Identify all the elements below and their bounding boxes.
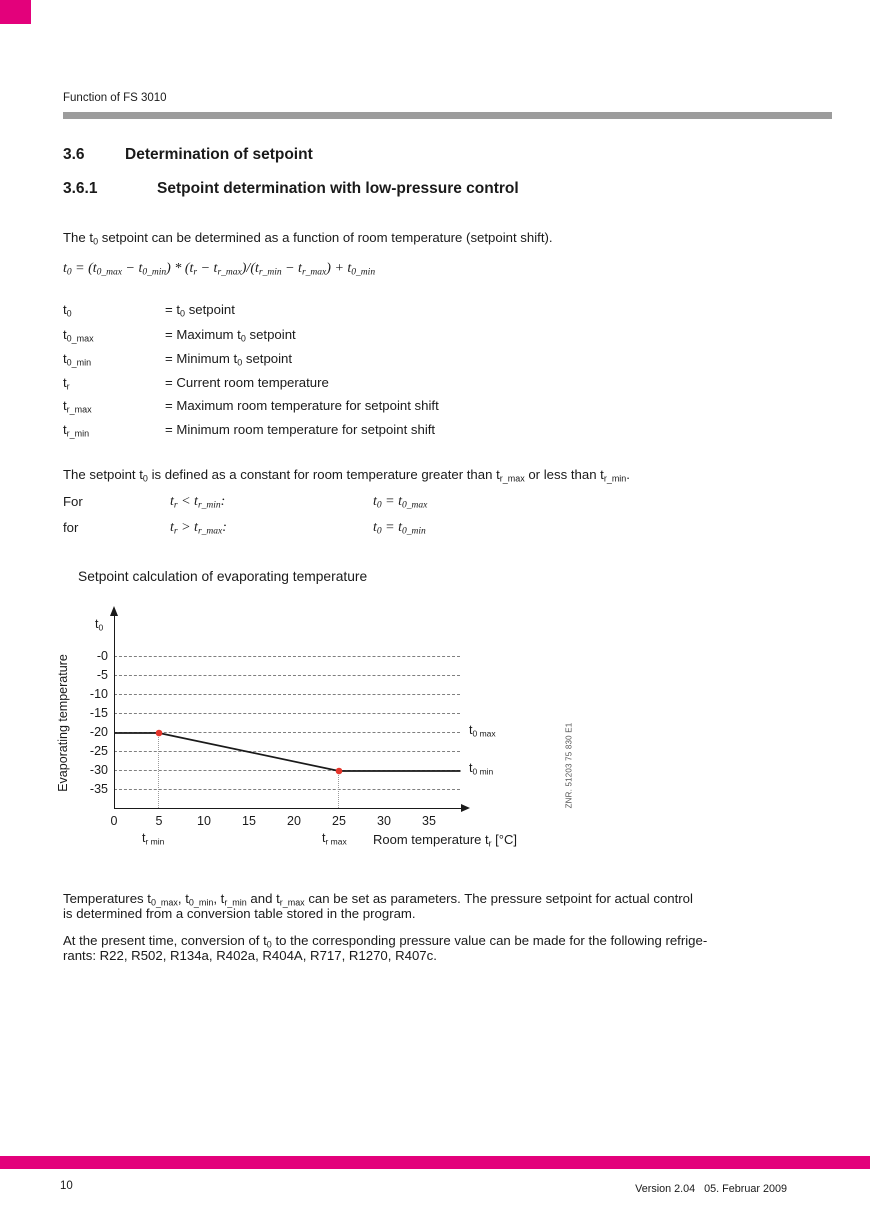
subscript: 0 (66, 308, 72, 319)
text-run: setpoint (245, 327, 296, 342)
breakpoint-marker (336, 768, 343, 775)
y-axis-variable-label (95, 617, 103, 631)
y-tick-label: -10 (89, 687, 108, 701)
parameters-paragraph-line (63, 891, 693, 906)
variable-term (63, 327, 94, 342)
x-tick-label: 0 (110, 814, 118, 828)
text-run: , t (213, 891, 225, 906)
t0-max-annotation (469, 723, 496, 737)
text-run: t (63, 422, 67, 437)
section-number: 3.6 (63, 146, 85, 163)
tr-max-annotation (322, 831, 347, 845)
y-tick-label: -5 (96, 668, 108, 682)
x-tick-label: 10 (197, 814, 211, 828)
text-run: = Current room temperature (165, 375, 329, 390)
setpoint-line (114, 733, 461, 771)
footer-accent-band (0, 1156, 870, 1169)
subscript: r (488, 838, 492, 849)
variable-definition (165, 327, 296, 342)
text-run: − t (122, 261, 143, 276)
text-run: Temperatures t (63, 891, 151, 906)
text-run: = (t (71, 261, 97, 276)
subscript: 0 (93, 236, 99, 247)
variable-definition (165, 302, 235, 317)
y-tick-label: -25 (89, 744, 108, 758)
subscript: r min (145, 836, 165, 847)
text-run: The t (63, 230, 94, 245)
y-axis-title: Evaporating temperature (56, 654, 70, 792)
text-run: The setpoint t (63, 467, 143, 482)
variable-term (63, 375, 70, 390)
x-tick-label: 15 (242, 814, 256, 828)
subscript: 0 (66, 267, 72, 278)
variable-definition (165, 351, 292, 366)
condition-expression (170, 494, 225, 510)
refrigerants-paragraph-line (63, 933, 707, 948)
text-run: : (220, 494, 226, 509)
subscript: r_max (499, 473, 525, 484)
text-run: = t (381, 494, 402, 509)
variable-definition (165, 375, 329, 390)
subscript: 0 (142, 473, 148, 484)
subscript: 0 (376, 500, 382, 511)
subscript: r (193, 267, 198, 278)
subscript: 0_max (150, 897, 178, 908)
text-run: , t (177, 891, 189, 906)
subscript: 0 (376, 526, 382, 537)
condition-label: For (63, 494, 83, 509)
text-run: can be set as parameters. The pressure setpoint for actual control (304, 891, 693, 906)
t0-min-annotation (469, 761, 493, 775)
subscript: r_max (301, 267, 327, 278)
subscript: 0_min (402, 526, 426, 537)
corner-accent-mark (0, 0, 31, 24)
section-title: Determination of setpoint (125, 146, 313, 163)
variable-term (63, 422, 89, 437)
variable-term (63, 302, 72, 317)
subscript: r (66, 381, 70, 392)
subscript: 0 (98, 622, 104, 633)
chart-title: Setpoint calculation of evaporating temperature (78, 569, 368, 584)
text-run: t (170, 494, 174, 509)
text-run: : (222, 520, 227, 535)
version-note: Version 2.04 05. Februar 2009 (635, 1183, 787, 1195)
subscript: r_min (603, 473, 627, 484)
condition-result (373, 520, 426, 536)
text-run: is determined from a conversion table stored in the program. (63, 906, 416, 921)
x-axis-title (373, 832, 517, 847)
x-tick-label: 5 (155, 814, 163, 828)
subscript: 0_min (142, 267, 167, 278)
subscript: r (173, 500, 178, 511)
text-run: = t (165, 302, 181, 317)
x-tick-label: 25 (332, 814, 346, 828)
x-tick-label: 30 (377, 814, 391, 828)
running-header: Function of FS 3010 (63, 92, 167, 104)
subsection-number: 3.6.1 (63, 180, 98, 197)
text-run: and t (246, 891, 280, 906)
text-run: t (63, 398, 67, 413)
subscript: 0 (180, 308, 186, 319)
text-run: = Minimum room temperature for setpoint shift (165, 422, 436, 437)
subscript: 0_min (66, 357, 92, 368)
text-run: . (626, 467, 630, 482)
subscript: 0_min (351, 267, 376, 278)
subscript: r (173, 526, 178, 537)
intro-paragraph (63, 230, 553, 245)
text-run: t (469, 761, 473, 775)
text-run: − t (281, 261, 302, 276)
text-run: setpoint (185, 302, 235, 317)
text-run: or less than t (524, 467, 604, 482)
subscript: 0_max (66, 333, 94, 344)
text-run: t (63, 375, 67, 390)
text-run: t (373, 494, 377, 509)
text-run: t (170, 520, 174, 535)
text-run: = Maximum t (165, 327, 241, 342)
subscript: r_min (197, 500, 221, 511)
subscript: 0 max (472, 728, 496, 739)
variable-definition (165, 398, 439, 413)
subscript: r_max (197, 526, 223, 537)
subscript: r_max (217, 267, 242, 278)
text-run: = t (381, 520, 402, 535)
subscript: 0_max (402, 500, 428, 511)
text-run: At the present time, conversion of t (63, 933, 267, 948)
text-run: Room temperature t (373, 832, 489, 847)
text-run: setpoint can be determined as a function of room temperature (setpoint shift). (98, 230, 553, 245)
page-number: 10 (60, 1180, 73, 1192)
text-run: t (373, 520, 377, 535)
text-run: = Minimum t (165, 351, 238, 366)
subscript: 0_min (188, 897, 214, 908)
y-tick-label: -0 (96, 649, 108, 663)
y-tick-label: -35 (89, 782, 108, 796)
text-run: ) + t (326, 261, 352, 276)
breakpoint-marker (156, 730, 163, 737)
subscript: 0 (237, 357, 243, 368)
y-tick-label: -15 (89, 706, 108, 720)
y-tick-label: -20 (89, 725, 108, 739)
tr-min-annotation (142, 831, 164, 845)
subscript: r max (325, 836, 347, 847)
subscript: r_max (279, 897, 305, 908)
text-run: t (63, 327, 67, 342)
subsection-title: Setpoint determination with low-pressure control (157, 180, 519, 197)
text-run: [°C] (491, 832, 517, 847)
text-run: rants: R22, R502, R134a, R402a, R404A, R717, R1270, R407c. (63, 948, 437, 963)
x-tick-label: 20 (287, 814, 301, 828)
subscript: r_min (66, 428, 90, 439)
text-run: t (63, 261, 67, 276)
text-run: is defined as a constant for room temperature greater than t (147, 467, 500, 482)
subscript: r_max (66, 404, 92, 415)
subscript: r_min (258, 267, 282, 278)
variable-definition (165, 422, 435, 437)
parameters-paragraph-line (63, 906, 416, 921)
text-run: t (469, 723, 473, 737)
text-run: t (63, 351, 67, 366)
text-run: t (63, 302, 67, 317)
y-tick-label: -30 (89, 763, 108, 777)
subscript: 0 min (472, 766, 494, 777)
text-run: ) * (t (166, 261, 194, 276)
subscript: 0 (240, 333, 246, 344)
refrigerants-paragraph-line (63, 948, 437, 963)
subscript: r_min (224, 897, 247, 908)
chart-data-line-layer (0, 600, 600, 870)
condition-expression (170, 520, 227, 536)
text-run: > t (177, 520, 198, 535)
variable-term (63, 398, 92, 413)
subscript: 0_max (96, 267, 123, 278)
header-rule (63, 112, 832, 119)
text-run: to the corresponding pressure value can be made for the following refrige- (271, 933, 708, 948)
x-tick-label: 35 (422, 814, 436, 828)
text-run: )/(t (241, 261, 259, 276)
condition-label: for (63, 520, 79, 535)
text-run: < t (177, 494, 198, 509)
text-run: t (142, 831, 146, 845)
text-run: t (322, 831, 326, 845)
text-run: = Maximum room temperature for setpoint shift (165, 398, 439, 413)
variable-term (63, 351, 91, 366)
constant-note (63, 467, 630, 482)
text-run: − t (197, 261, 218, 276)
subscript: 0 (266, 939, 272, 950)
text-run: t (95, 617, 99, 631)
setpoint-formula (63, 261, 375, 277)
text-run: setpoint (242, 351, 293, 366)
condition-result (373, 494, 427, 510)
drawing-number-note: ZNR. 51203 75 830 E1 (564, 722, 574, 809)
